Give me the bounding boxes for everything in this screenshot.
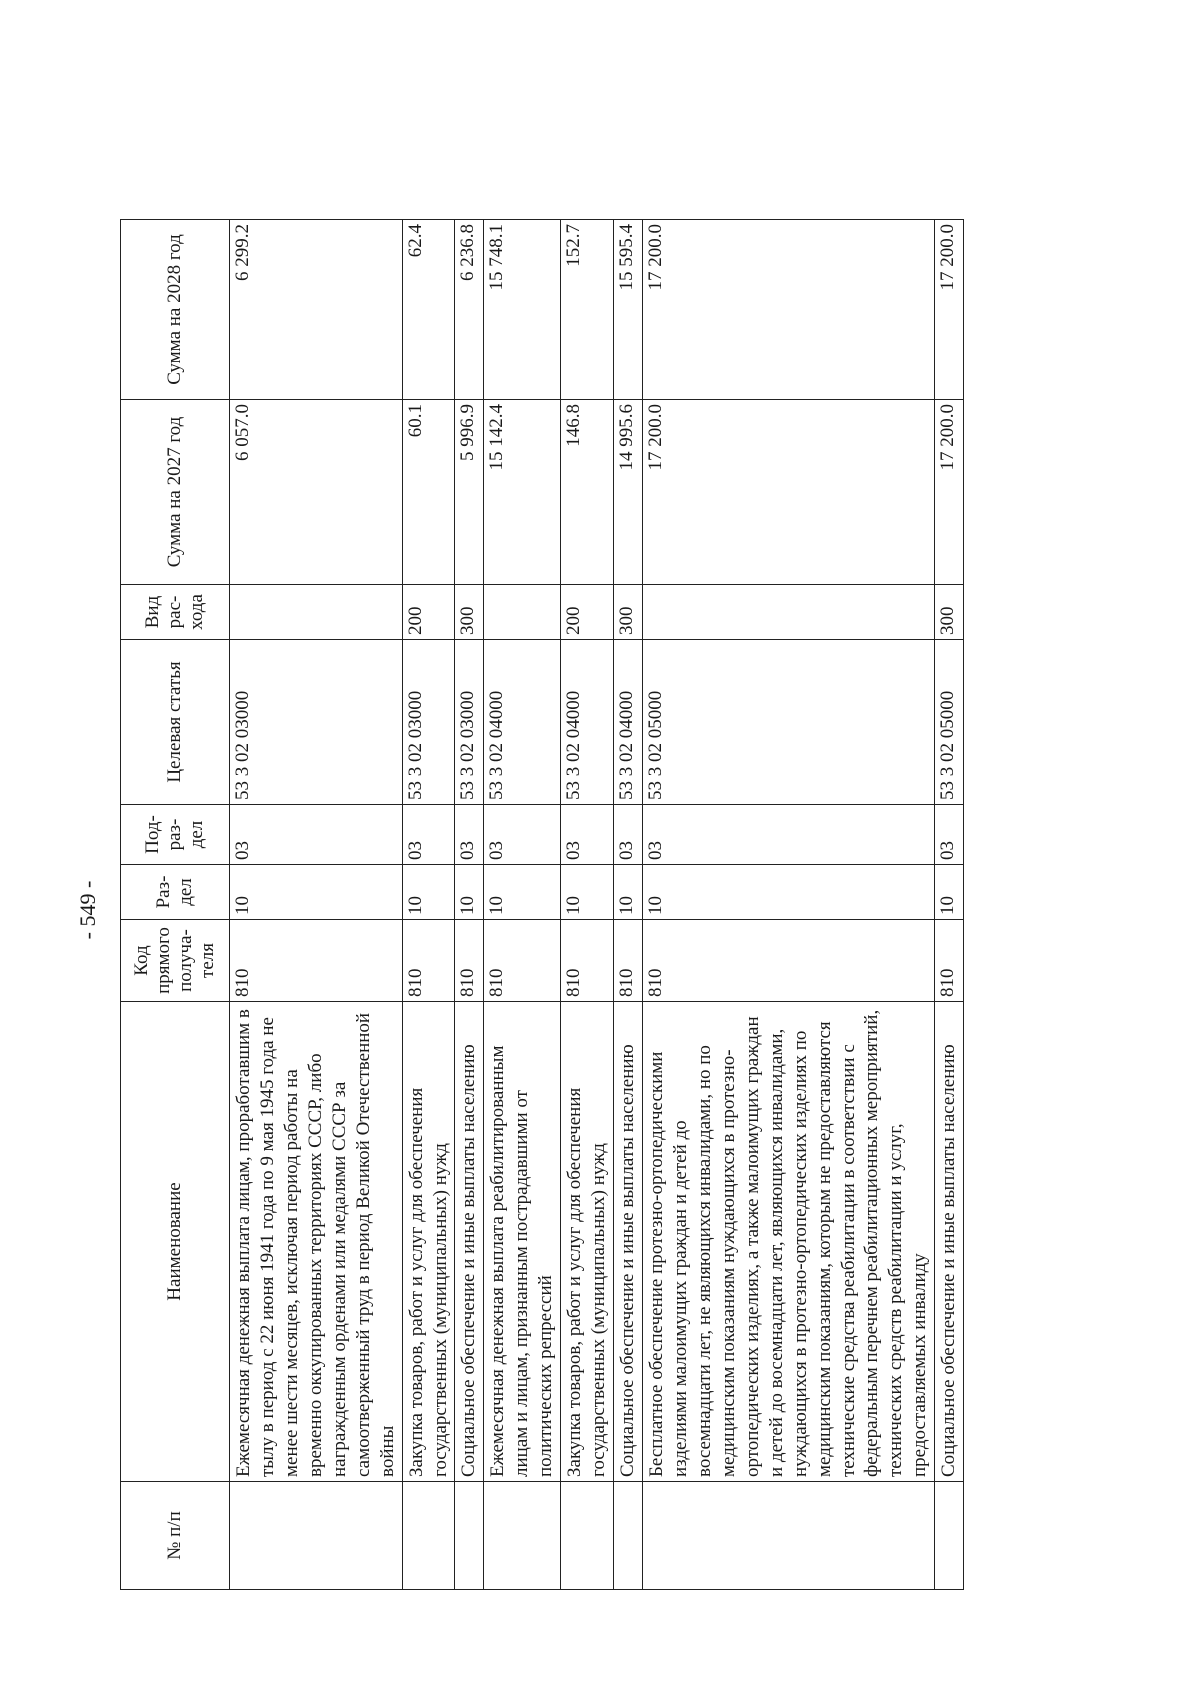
cell-target: 53 3 02 05000 [935, 640, 964, 805]
cell-name: Бесплатное обеспечение протезно-ортопедическими изделиями малоимущих граждан и детей до восемнадцати лет, не являющихся инвалидами, но по медицинским показаниям нуждающихся в протезно-ортопедических изделиях, а также малоимущих граждан и детей до восемнадцати лет, являющихся инвалидами, нуждающихся в протезно-ортопедических изделиях по медицинским показаниям, которым не предоставляются технические средства реабилитации в соответствии с федеральным перечнем реабилитационных мероприятий, технических средств реабилитации и услуг, предоставляемых инвалиду [643, 1002, 935, 1482]
cell-number [935, 1482, 964, 1590]
cell-sum-2027: 5 996.9 [455, 400, 484, 585]
cell-name: Социальное обеспечение и иные выплаты населению [614, 1002, 643, 1482]
cell-target: 53 3 02 05000 [643, 640, 935, 805]
cell-target: 53 3 02 03000 [230, 640, 403, 805]
table-row [935, 220, 964, 1590]
cell-section: 10 [455, 865, 484, 920]
cell-number [561, 1482, 614, 1590]
cell-target: 53 3 02 03000 [402, 640, 455, 805]
cell-sum-2028: 62.4 [402, 220, 455, 400]
cell-sum-2028: 15 748.1 [484, 220, 561, 400]
cell-subsection: 03 [230, 805, 403, 865]
cell-sum-2028: 6 236.8 [455, 220, 484, 400]
cell-subsection: 03 [455, 805, 484, 865]
cell-subsection: 03 [484, 805, 561, 865]
cell-expense: 200 [561, 585, 614, 640]
cell-recipient: 810 [643, 920, 935, 1002]
table-row [230, 220, 403, 1590]
cell-number [230, 1482, 403, 1590]
cell-section: 10 [643, 865, 935, 920]
cell-recipient: 810 [935, 920, 964, 1002]
cell-sum-2027: 14 995.6 [614, 400, 643, 585]
cell-recipient: 810 [484, 920, 561, 1002]
cell-sum-2028: 15 595.4 [614, 220, 643, 400]
cell-name: Закупка товаров, работ и услуг для обеспечения государственных (муниципальных) нужд [402, 1002, 455, 1482]
header-number: № п/п [121, 1482, 230, 1590]
cell-recipient: 810 [455, 920, 484, 1002]
cell-sum-2028: 6 299.2 [230, 220, 403, 400]
header-subsection: Под- раз- дел [121, 805, 230, 865]
cell-subsection: 03 [935, 805, 964, 865]
cell-recipient: 810 [402, 920, 455, 1002]
cell-number [643, 1482, 935, 1590]
cell-expense [230, 585, 403, 640]
cell-sum-2027: 146.8 [561, 400, 614, 585]
table-row [643, 220, 935, 1590]
cell-subsection: 03 [402, 805, 455, 865]
cell-section: 10 [484, 865, 561, 920]
header-target: Целевая статья [121, 640, 230, 805]
cell-number [484, 1482, 561, 1590]
cell-sum-2028: 152.7 [561, 220, 614, 400]
cell-subsection: 03 [561, 805, 614, 865]
header-sum-2027: Сумма на 2027 год [121, 400, 230, 585]
cell-recipient: 810 [614, 920, 643, 1002]
cell-sum-2028: 17 200.0 [643, 220, 935, 400]
cell-name: Ежемесячная денежная выплата реабилитированным лицам и лицам, признанным пострадавшими от политических репрессий [484, 1002, 561, 1482]
cell-expense: 300 [614, 585, 643, 640]
cell-subsection: 03 [643, 805, 935, 865]
cell-section: 10 [561, 865, 614, 920]
cell-recipient: 810 [561, 920, 614, 1002]
cell-sum-2028: 17 200.0 [935, 220, 964, 400]
table-row [402, 220, 455, 1590]
budget-table [120, 219, 964, 1590]
header-sum-2028: Сумма на 2028 год [121, 220, 230, 400]
cell-expense: 200 [402, 585, 455, 640]
header-row [121, 220, 230, 1590]
header-name: Наименование [121, 1002, 230, 1482]
cell-name: Ежемесячная денежная выплата лицам, проработавшим в тылу в период с 22 июня 1941 года по 9 мая 1945 года не менее шести месяцев, исключая период работы на временно оккупированных территориях СССР, либо награжденным орденами или медалями СССР за самоотверженный труд в период Великой Отечественной войны [230, 1002, 403, 1482]
cell-sum-2027: 17 200.0 [643, 400, 935, 585]
cell-name: Социальное обеспечение и иные выплаты населению [455, 1002, 484, 1482]
table-row [455, 220, 484, 1590]
cell-sum-2027: 15 142.4 [484, 400, 561, 585]
cell-number [402, 1482, 455, 1590]
rotated-document [75, 220, 980, 1590]
cell-recipient: 810 [230, 920, 403, 1002]
cell-expense: 300 [935, 585, 964, 640]
cell-section: 10 [230, 865, 403, 920]
header-section: Раз- дел [121, 865, 230, 920]
cell-number [614, 1482, 643, 1590]
cell-number [455, 1482, 484, 1590]
cell-name: Закупка товаров, работ и услуг для обеспечения государственных (муниципальных) нужд [561, 1002, 614, 1482]
header-expense: Вид рас- хода [121, 585, 230, 640]
cell-sum-2027: 6 057.0 [230, 400, 403, 585]
cell-target: 53 3 02 04000 [614, 640, 643, 805]
cell-expense [484, 585, 561, 640]
cell-section: 10 [402, 865, 455, 920]
table-row [561, 220, 614, 1590]
table-row [484, 220, 561, 1590]
cell-name: Социальное обеспечение и иные выплаты населению [935, 1002, 964, 1482]
cell-target: 53 3 02 04000 [561, 640, 614, 805]
cell-expense [643, 585, 935, 640]
cell-sum-2027: 17 200.0 [935, 400, 964, 585]
cell-target: 53 3 02 04000 [484, 640, 561, 805]
cell-subsection: 03 [614, 805, 643, 865]
cell-sum-2027: 60.1 [402, 400, 455, 585]
cell-expense: 300 [455, 585, 484, 640]
table-row [614, 220, 643, 1590]
page-number: - 549 - [75, 880, 100, 940]
cell-section: 10 [614, 865, 643, 920]
header-recipient: Код прямого получа- теля [121, 920, 230, 1002]
cell-section: 10 [935, 865, 964, 920]
cell-target: 53 3 02 03000 [455, 640, 484, 805]
